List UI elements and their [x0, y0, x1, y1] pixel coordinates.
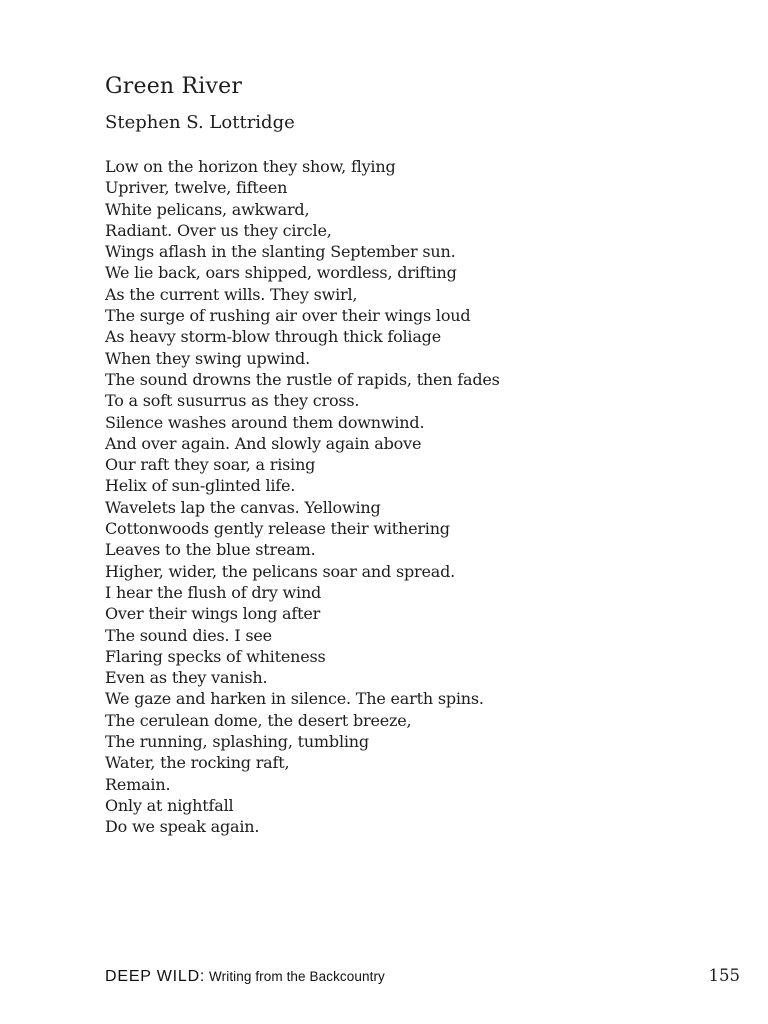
poem-line: Leaves to the blue stream. — [105, 540, 316, 560]
author-name: Stephen S. Lottridge — [105, 112, 295, 134]
poem-line: Higher, wider, the pelicans soar and spread. — [105, 561, 455, 581]
poem-line: And over again. And slowly again above — [105, 433, 422, 453]
page-footer — [105, 966, 740, 986]
poem-line: Wavelets lap the canvas. Yellowing — [105, 497, 381, 517]
poem-line: Flaring specks of whiteness — [105, 646, 326, 666]
poem-line: Do we speak again. — [105, 817, 260, 837]
footer-journal-title — [105, 968, 385, 986]
journal-subtitle: Writing from the Backcountry — [205, 969, 385, 984]
poem-line: I hear the flush of dry wind — [105, 582, 322, 602]
poem-line: The surge of rushing air over their wings loud — [105, 306, 471, 326]
poem-line: Our raft they soar, a rising — [105, 455, 316, 475]
poem-line: When they swing upwind. — [105, 348, 310, 368]
poem-line: To a soft susurrus as they cross. — [105, 391, 360, 411]
poem-line: Cottonwoods gently release their withering — [105, 519, 450, 539]
poem-line: White pelicans, awkward, — [105, 199, 310, 219]
poem-line: Remain. — [105, 774, 171, 794]
poem-line: The sound dies. I see — [105, 625, 272, 645]
poem-line: Low on the horizon they show, flying — [105, 156, 396, 176]
poem-line: The running, splashing, tumbling — [105, 732, 369, 751]
poem-line: We lie back, oars shipped, wordless, drifting — [105, 263, 457, 283]
poem-line: The sound drowns the rustle of rapids, then fades — [105, 369, 500, 389]
poem-line: Wings aflash in the slanting September sun. — [105, 242, 456, 262]
poem-content — [105, 74, 728, 837]
poem-line: The cerulean dome, the desert breeze, — [105, 710, 412, 730]
poem-body — [105, 156, 728, 838]
poem-line: Only at nightfall — [105, 795, 234, 815]
poem-line: Upriver, twelve, fifteen — [105, 178, 288, 198]
page-title: Green River — [105, 74, 243, 99]
poem-line: Over their wings long after — [105, 604, 321, 624]
poem-line: Helix of sun-glinted life. — [105, 476, 296, 496]
poem-line: As the current wills. They swirl, — [105, 284, 358, 304]
page-number: 155 — [708, 966, 740, 985]
poem-line: We gaze and harken in silence. The earth spins. — [105, 689, 484, 709]
poem-line: Radiant. Over us they circle, — [105, 220, 332, 240]
poem-line: Silence washes around them downwind. — [105, 412, 425, 432]
poem-line: Water, the rocking raft, — [105, 753, 290, 773]
poem-line: As heavy storm-blow through thick foliage — [105, 327, 441, 347]
journal-name: DEEP WILD: — [105, 968, 206, 985]
poem-line: Even as they vanish. — [105, 668, 268, 688]
